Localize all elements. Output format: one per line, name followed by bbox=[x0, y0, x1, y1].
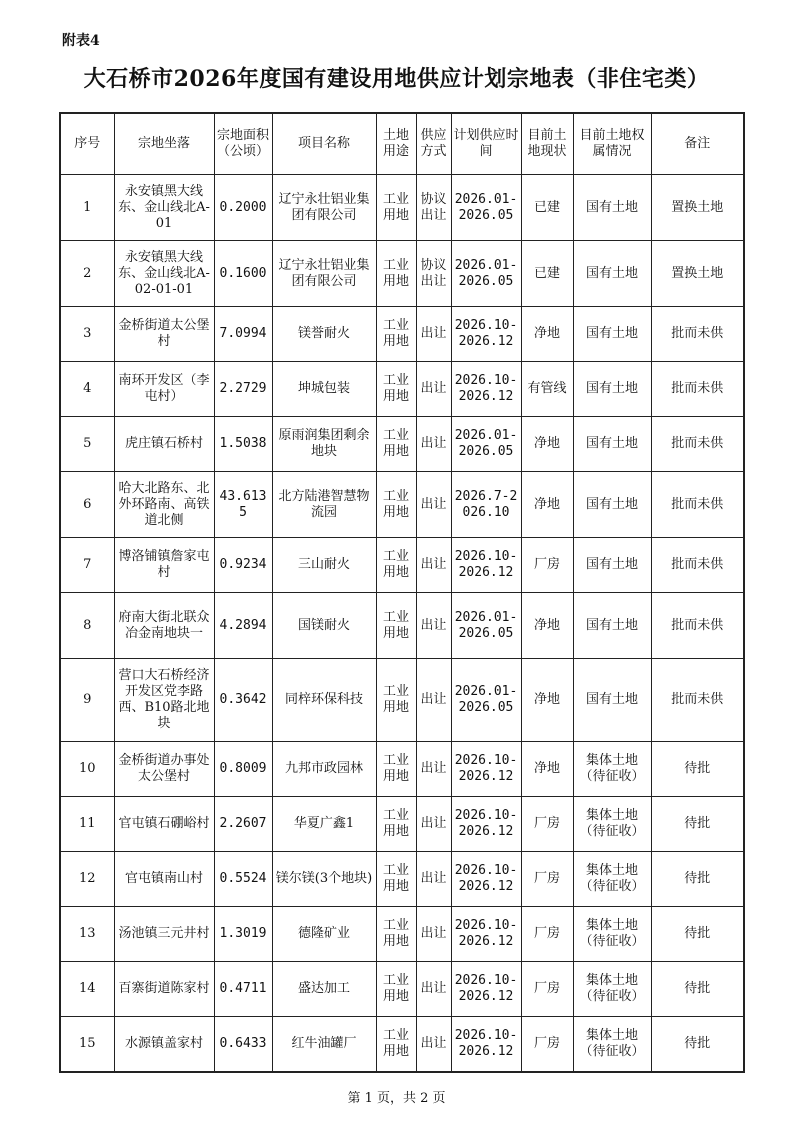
table-row bbox=[60, 538, 744, 593]
row-method: 出让 bbox=[416, 659, 451, 742]
header-remark: 备注 bbox=[651, 113, 744, 175]
header-status: 目前土地现状 bbox=[521, 113, 573, 175]
header-location: 宗地坐落 bbox=[114, 113, 214, 175]
row-no: 1 bbox=[60, 175, 114, 241]
row-no: 7 bbox=[60, 538, 114, 593]
row-use: 工业用地 bbox=[376, 1017, 416, 1072]
row-project: 红牛油罐厂 bbox=[272, 1017, 376, 1072]
row-location: 汤池镇三元井村 bbox=[114, 907, 214, 962]
row-ownership: 集体土地（待征收） bbox=[573, 797, 651, 852]
table-row bbox=[60, 417, 744, 472]
table-body bbox=[60, 175, 744, 1072]
row-method: 出让 bbox=[416, 472, 451, 538]
row-time: 2026.01-2026.05 bbox=[451, 175, 521, 241]
row-remark: 置换土地 bbox=[651, 241, 744, 307]
row-location: 水源镇盖家村 bbox=[114, 1017, 214, 1072]
table-row bbox=[60, 307, 744, 362]
row-status: 已建 bbox=[521, 241, 573, 307]
row-ownership: 国有土地 bbox=[573, 175, 651, 241]
row-location: 金桥街道太公堡村 bbox=[114, 307, 214, 362]
row-time: 2026.10-2026.12 bbox=[451, 962, 521, 1017]
row-area: 0.8009 bbox=[214, 742, 272, 797]
row-status: 厂房 bbox=[521, 797, 573, 852]
row-ownership: 国有土地 bbox=[573, 659, 651, 742]
row-project: 辽宁永壮铝业集团有限公司 bbox=[272, 241, 376, 307]
table-row bbox=[60, 962, 744, 1017]
header-area: 宗地面积（公顷） bbox=[214, 113, 272, 175]
document-title: 大石桥市2026年度国有建设用地供应计划宗地表（非住宅类） bbox=[83, 66, 710, 92]
row-status: 净地 bbox=[521, 472, 573, 538]
table-header-row bbox=[60, 113, 744, 175]
row-remark: 待批 bbox=[651, 797, 744, 852]
row-area: 2.2607 bbox=[214, 797, 272, 852]
row-area: 0.1600 bbox=[214, 241, 272, 307]
row-area: 1.5038 bbox=[214, 417, 272, 472]
row-location: 金桥街道办事处太公堡村 bbox=[114, 742, 214, 797]
row-status: 净地 bbox=[521, 417, 573, 472]
row-remark: 批而未供 bbox=[651, 307, 744, 362]
row-location: 永安镇黑大线东、金山线北A-01 bbox=[114, 175, 214, 241]
row-method: 协议出让 bbox=[416, 241, 451, 307]
row-use: 工业用地 bbox=[376, 907, 416, 962]
row-area: 0.9234 bbox=[214, 538, 272, 593]
row-use: 工业用地 bbox=[376, 962, 416, 1017]
row-project: 辽宁永壮铝业集团有限公司 bbox=[272, 175, 376, 241]
row-no: 8 bbox=[60, 593, 114, 659]
row-status: 厂房 bbox=[521, 962, 573, 1017]
row-area: 43.6135 bbox=[214, 472, 272, 538]
row-project: 盛达加工 bbox=[272, 962, 376, 1017]
row-remark: 批而未供 bbox=[651, 417, 744, 472]
row-location: 永安镇黑大线东、金山线北A-02-01-01 bbox=[114, 241, 214, 307]
table-row bbox=[60, 472, 744, 538]
row-location: 营口大石桥经济开发区党李路西、B10路北地块 bbox=[114, 659, 214, 742]
row-no: 12 bbox=[60, 852, 114, 907]
row-project: 坤城包装 bbox=[272, 362, 376, 417]
header-ownership: 目前土地权属情况 bbox=[573, 113, 651, 175]
row-status: 已建 bbox=[521, 175, 573, 241]
row-time: 2026.10-2026.12 bbox=[451, 362, 521, 417]
row-use: 工业用地 bbox=[376, 742, 416, 797]
row-project: 镁誉耐火 bbox=[272, 307, 376, 362]
row-use: 工业用地 bbox=[376, 362, 416, 417]
row-method: 出让 bbox=[416, 362, 451, 417]
row-use: 工业用地 bbox=[376, 593, 416, 659]
table-row bbox=[60, 1017, 744, 1072]
row-remark: 批而未供 bbox=[651, 593, 744, 659]
row-remark: 批而未供 bbox=[651, 472, 744, 538]
row-location: 府南大街北联众冶金南地块一 bbox=[114, 593, 214, 659]
row-area: 2.2729 bbox=[214, 362, 272, 417]
row-ownership: 集体土地（待征收） bbox=[573, 1017, 651, 1072]
row-area: 1.3019 bbox=[214, 907, 272, 962]
table-row bbox=[60, 241, 744, 307]
row-status: 净地 bbox=[521, 593, 573, 659]
row-time: 2026.10-2026.12 bbox=[451, 742, 521, 797]
row-no: 13 bbox=[60, 907, 114, 962]
row-area: 0.4711 bbox=[214, 962, 272, 1017]
row-ownership: 国有土地 bbox=[573, 362, 651, 417]
row-status: 厂房 bbox=[521, 538, 573, 593]
attachment-label: 附表4 bbox=[62, 33, 100, 49]
row-time: 2026.10-2026.12 bbox=[451, 1017, 521, 1072]
table-row bbox=[60, 659, 744, 742]
row-no: 2 bbox=[60, 241, 114, 307]
row-location: 官屯镇南山村 bbox=[114, 852, 214, 907]
table-row bbox=[60, 175, 744, 241]
row-remark: 待批 bbox=[651, 742, 744, 797]
row-use: 工业用地 bbox=[376, 538, 416, 593]
row-no: 4 bbox=[60, 362, 114, 417]
row-location: 哈大北路东、北外环路南、高铁道北侧 bbox=[114, 472, 214, 538]
row-no: 6 bbox=[60, 472, 114, 538]
row-no: 5 bbox=[60, 417, 114, 472]
row-method: 协议出让 bbox=[416, 175, 451, 241]
row-method: 出让 bbox=[416, 307, 451, 362]
row-status: 净地 bbox=[521, 659, 573, 742]
row-use: 工业用地 bbox=[376, 659, 416, 742]
row-method: 出让 bbox=[416, 907, 451, 962]
row-no: 14 bbox=[60, 962, 114, 1017]
row-remark: 待批 bbox=[651, 962, 744, 1017]
row-ownership: 国有土地 bbox=[573, 417, 651, 472]
row-status: 净地 bbox=[521, 742, 573, 797]
row-ownership: 国有土地 bbox=[573, 538, 651, 593]
row-status: 厂房 bbox=[521, 1017, 573, 1072]
row-use: 工业用地 bbox=[376, 307, 416, 362]
table-row bbox=[60, 362, 744, 417]
table-row bbox=[60, 797, 744, 852]
row-location: 南环开发区（李屯村） bbox=[114, 362, 214, 417]
row-remark: 待批 bbox=[651, 852, 744, 907]
row-project: 华夏广鑫1 bbox=[272, 797, 376, 852]
row-method: 出让 bbox=[416, 538, 451, 593]
land-supply-table bbox=[59, 112, 745, 1073]
row-use: 工业用地 bbox=[376, 852, 416, 907]
row-time: 2026.7-2026.10 bbox=[451, 472, 521, 538]
page-footer: 第 1 页，共 2 页 bbox=[347, 1091, 446, 1106]
row-time: 2026.10-2026.12 bbox=[451, 307, 521, 362]
row-ownership: 国有土地 bbox=[573, 593, 651, 659]
row-status: 有管线 bbox=[521, 362, 573, 417]
table-row bbox=[60, 852, 744, 907]
row-no: 11 bbox=[60, 797, 114, 852]
row-method: 出让 bbox=[416, 962, 451, 1017]
row-ownership: 集体土地（待征收） bbox=[573, 742, 651, 797]
row-status: 厂房 bbox=[521, 852, 573, 907]
row-no: 9 bbox=[60, 659, 114, 742]
row-project: 原雨润集团剩余地块 bbox=[272, 417, 376, 472]
row-time: 2026.10-2026.12 bbox=[451, 538, 521, 593]
row-project: 北方陆港智慧物流园 bbox=[272, 472, 376, 538]
row-ownership: 国有土地 bbox=[573, 472, 651, 538]
row-no: 3 bbox=[60, 307, 114, 362]
row-remark: 待批 bbox=[651, 907, 744, 962]
row-time: 2026.01-2026.05 bbox=[451, 241, 521, 307]
header-use: 土地用途 bbox=[376, 113, 416, 175]
row-time: 2026.01-2026.05 bbox=[451, 593, 521, 659]
row-location: 官屯镇石硼峪村 bbox=[114, 797, 214, 852]
table-row bbox=[60, 593, 744, 659]
row-ownership: 国有土地 bbox=[573, 307, 651, 362]
header-method: 供应方式 bbox=[416, 113, 451, 175]
row-no: 10 bbox=[60, 742, 114, 797]
row-use: 工业用地 bbox=[376, 797, 416, 852]
row-area: 7.0994 bbox=[214, 307, 272, 362]
row-project: 国镁耐火 bbox=[272, 593, 376, 659]
table-row bbox=[60, 907, 744, 962]
row-status: 厂房 bbox=[521, 907, 573, 962]
row-no: 15 bbox=[60, 1017, 114, 1072]
row-use: 工业用地 bbox=[376, 472, 416, 538]
row-use: 工业用地 bbox=[376, 417, 416, 472]
row-time: 2026.01-2026.05 bbox=[451, 659, 521, 742]
row-time: 2026.10-2026.12 bbox=[451, 852, 521, 907]
row-project: 三山耐火 bbox=[272, 538, 376, 593]
row-method: 出让 bbox=[416, 593, 451, 659]
row-use: 工业用地 bbox=[376, 175, 416, 241]
row-time: 2026.10-2026.12 bbox=[451, 797, 521, 852]
row-time: 2026.01-2026.05 bbox=[451, 417, 521, 472]
row-area: 0.6433 bbox=[214, 1017, 272, 1072]
row-status: 净地 bbox=[521, 307, 573, 362]
row-project: 九邦市政园林 bbox=[272, 742, 376, 797]
row-remark: 批而未供 bbox=[651, 659, 744, 742]
row-location: 虎庄镇石桥村 bbox=[114, 417, 214, 472]
row-project: 同梓环保科技 bbox=[272, 659, 376, 742]
row-project: 德隆矿业 bbox=[272, 907, 376, 962]
row-ownership: 集体土地（待征收） bbox=[573, 907, 651, 962]
table-row bbox=[60, 742, 744, 797]
row-method: 出让 bbox=[416, 417, 451, 472]
row-remark: 批而未供 bbox=[651, 538, 744, 593]
header-time: 计划供应时间 bbox=[451, 113, 521, 175]
row-time: 2026.10-2026.12 bbox=[451, 907, 521, 962]
row-area: 0.2000 bbox=[214, 175, 272, 241]
row-method: 出让 bbox=[416, 742, 451, 797]
row-method: 出让 bbox=[416, 1017, 451, 1072]
row-method: 出让 bbox=[416, 797, 451, 852]
row-use: 工业用地 bbox=[376, 241, 416, 307]
row-area: 0.5524 bbox=[214, 852, 272, 907]
row-area: 0.3642 bbox=[214, 659, 272, 742]
header-no: 序号 bbox=[60, 113, 114, 175]
row-ownership: 集体土地（待征收） bbox=[573, 852, 651, 907]
row-ownership: 集体土地（待征收） bbox=[573, 962, 651, 1017]
row-area: 4.2894 bbox=[214, 593, 272, 659]
row-location: 百寨街道陈家村 bbox=[114, 962, 214, 1017]
row-project: 镁尔镁(3个地块) bbox=[272, 852, 376, 907]
row-location: 博洛铺镇詹家屯村 bbox=[114, 538, 214, 593]
row-remark: 置换土地 bbox=[651, 175, 744, 241]
row-method: 出让 bbox=[416, 852, 451, 907]
row-remark: 待批 bbox=[651, 1017, 744, 1072]
header-project: 项目名称 bbox=[272, 113, 376, 175]
row-ownership: 国有土地 bbox=[573, 241, 651, 307]
row-remark: 批而未供 bbox=[651, 362, 744, 417]
